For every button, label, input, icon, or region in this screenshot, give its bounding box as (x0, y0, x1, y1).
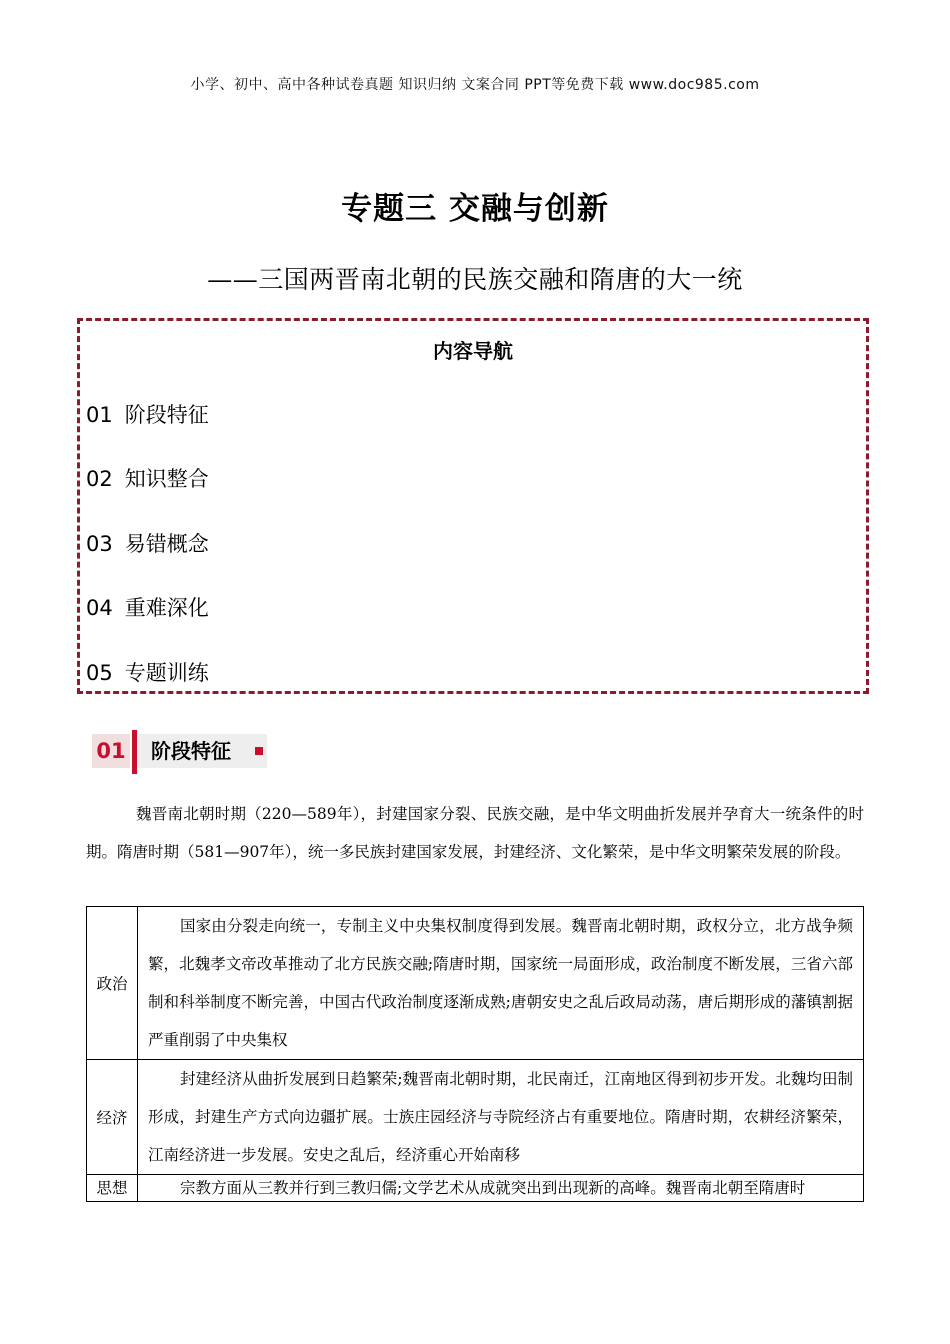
nav-item-number: 04 (86, 596, 113, 620)
nav-item[interactable] (86, 463, 209, 493)
table-text-cell: 国家由分裂走向统一，专制主义中央集权制度得到发展。魏晋南北朝时期，政权分立，北方战争频繁，北魏孝文帝改革推动了北方民族交融;隋唐时期，国家统一局面形成，政治制度不断发展，三省六部制和科举制度不断完善，中国古代政治制度逐渐成熟;唐朝安史之乱后政局动荡，唐后期形成的藩镇割据严重削弱了中央集权 (138, 907, 864, 1060)
table-text-cell: 宗教方面从三教并行到三教归儒;文学艺术从成就突出到出现新的高峰。魏晋南北朝至隋唐时 (138, 1175, 864, 1202)
nav-item-label: 重难深化 (124, 596, 209, 620)
summary-table (86, 906, 864, 1202)
table-row (87, 1060, 864, 1175)
nav-item-label: 易错概念 (124, 532, 209, 556)
content-navigation-box (77, 318, 869, 694)
section-square-icon (255, 747, 263, 755)
section-number: 01 (92, 734, 130, 768)
nav-item-number: 02 (86, 467, 113, 491)
section-heading (92, 730, 272, 772)
nav-title: 内容导航 (433, 339, 513, 363)
nav-item-number: 03 (86, 532, 113, 556)
page-subtitle: ——三国两晋南北朝的民族交融和隋唐的大一统 (207, 265, 743, 294)
table-row (87, 907, 864, 1060)
table-category-cell: 思想 (87, 1175, 138, 1202)
nav-item-label: 阶段特征 (124, 403, 209, 427)
table-category-cell: 经济 (87, 1060, 138, 1175)
table-category-cell: 政治 (87, 907, 138, 1060)
nav-item[interactable] (86, 657, 209, 687)
nav-item[interactable] (86, 528, 209, 558)
nav-item-label: 专题训练 (124, 661, 209, 685)
nav-item[interactable] (86, 399, 209, 429)
table-row (87, 1175, 864, 1202)
nav-item-label: 知识整合 (124, 467, 209, 491)
section-label: 阶段特征 (137, 734, 267, 768)
intro-paragraph: 魏晋南北朝时期（220—589年），封建国家分裂、民族交融，是中华文明曲折发展并孕育大一统条件的时期。隋唐时期（581—907年），统一多民族封建国家发展，封建经济、文化繁荣，是中华文明繁荣发展的阶段。 (86, 805, 864, 861)
nav-item-number: 05 (86, 661, 113, 685)
nav-item-number: 01 (86, 403, 113, 427)
table-text-cell: 封建经济从曲折发展到日趋繁荣;魏晋南北朝时期，北民南迁，江南地区得到初步开发。北魏均田制形成，封建生产方式向边疆扩展。士族庄园经济与寺院经济占有重要地位。隋唐时期，农耕经济繁荣，江南经济进一步发展。安史之乱后，经济重心开始南移 (138, 1060, 864, 1175)
nav-item[interactable] (86, 592, 209, 622)
site-header: 小学、初中、高中各种试卷真题 知识归纳 文案合同 PPT等免费下载 www.doc985.com (190, 77, 760, 93)
page-title: 专题三 交融与创新 (341, 191, 609, 227)
